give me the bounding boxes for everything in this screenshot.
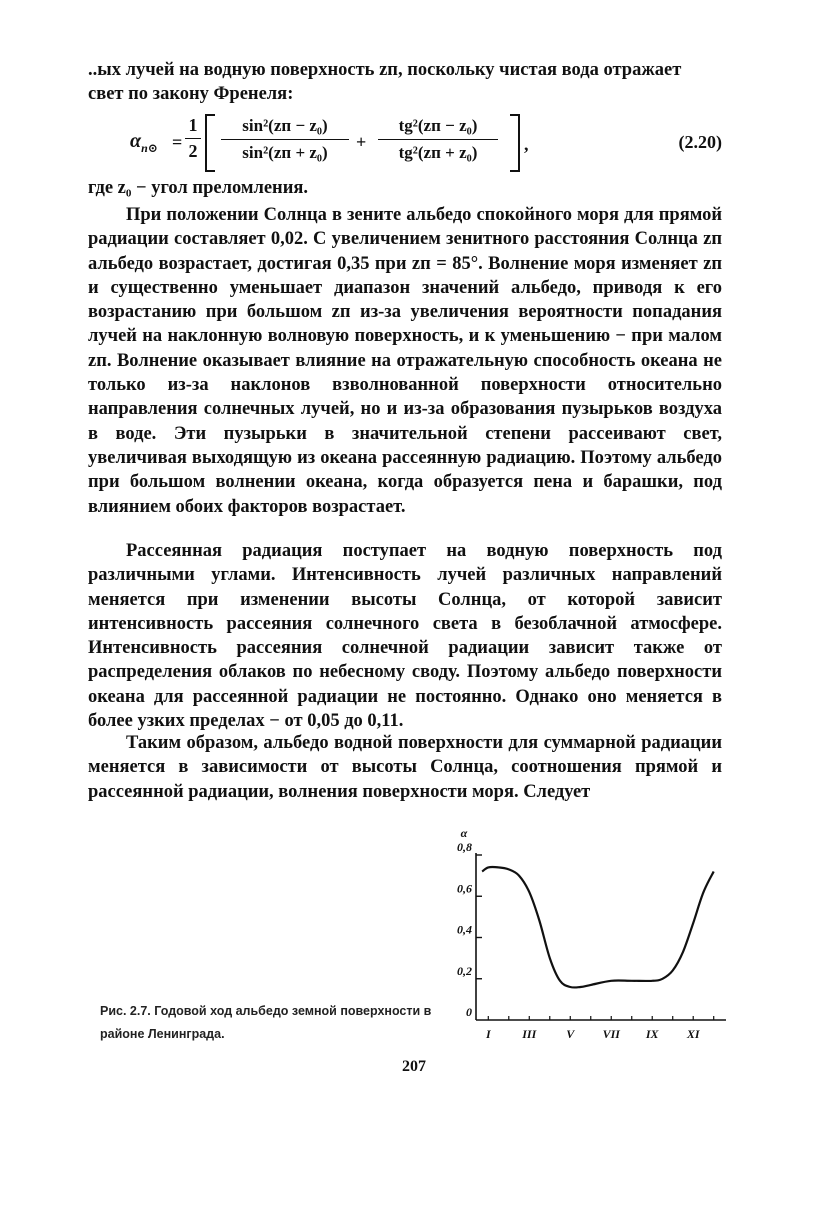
x-tick-label: III — [522, 1027, 537, 1041]
figure-label: Рис. 2.7. — [100, 1004, 151, 1018]
formula-comma: , — [524, 134, 529, 154]
right-bracket — [510, 114, 520, 172]
fraction-sin: sin²(zп − z₀) sin²(zп + z₀) — [221, 116, 349, 163]
formula-half: 1 2 — [185, 115, 201, 162]
equation-number: (2.20) — [678, 132, 722, 152]
albedo-series-line — [482, 867, 714, 988]
albedo-chart — [440, 820, 740, 1050]
fresnel-formula — [88, 112, 722, 174]
x-tick-label: VII — [602, 1027, 620, 1041]
paragraph-2: Рассеянная радиация поступает на водную поверхность под различными углами. Интенсивность лучей различных направлений меняется при изменении высоты Солнца, от которой зависит интенсивность рассеяния солнечного света в безоблачной атмосфере. Интенсивность рассеяния солнечной радиации зависит также от распределения облаков по небесному своду. Поэтому альбедо поверхности океана для рассеянной радиации не постоянно. Однако оно меняется в более узких пределах − от 0,05 до 0,11. — [88, 541, 722, 732]
y-tick-label: 0,2 — [457, 963, 472, 978]
where-line: где z₀ − угол преломления. — [88, 178, 309, 198]
formula-equals: = — [172, 132, 183, 152]
x-tick-label: IX — [645, 1027, 659, 1041]
figure-caption-text: Годовой ход альбедо земной поверхности в районе Ленинграда. — [100, 1004, 432, 1041]
intro-text — [88, 58, 722, 107]
intro-line-2: свет по закону Френеля: — [88, 84, 294, 105]
formula-lhs: $\alpha_{n⊙}$ — [130, 130, 158, 155]
paragraph-3: Таким образом, альбедо водной поверхности для суммарной радиации меняется в зависимости от высоты Солнца, соотношения прямой и рассеянной радиации, волнения поверхности моря. Следует — [88, 733, 722, 802]
figure-caption — [100, 1000, 440, 1046]
x-tick-label: I — [485, 1027, 491, 1041]
y-axis-label: α — [460, 826, 468, 840]
x-tick-label: V — [566, 1027, 575, 1041]
intro-line-1: ..ых лучей на водную поверхность zп, поскольку чистая вода отражает — [88, 60, 682, 80]
paragraph-1: При положении Солнца в зените альбедо спокойного моря для прямой радиации составляет 0,02. С увеличением зенитного расстояния Солнца zп альбедо возрастает, достигая 0,35 при zп = 85°. Волнение моря изменяет zп и существенно уменьшает диапазон значений альбедо, приводя к его возрастанию при большом zп из-за увеличения вероятности попадания лучей на наклонную волновую поверхность, и к уменьшению − при малом zп. Волнение оказывает влияние на отражательную способность океана не только из-за наклонов взволнованной поверхности относительно направления солнечных лучей, но и из-за образования пузырьков воздуха в воде. Эти пузырьки в значительной степени рассеивают свет, увеличивая выходящую из океана рассеянную радиацию. Поэтому альбедо при большом волнении океана, когда образуется пена и барашки, под влиянием обоих факторов возрастает. — [88, 205, 722, 517]
y-tick-label: 0 — [466, 1005, 472, 1019]
albedo-chart-svg — [440, 820, 740, 1050]
left-bracket — [205, 114, 215, 172]
x-tick-label: XI — [686, 1027, 700, 1041]
formula-plus: + — [356, 132, 367, 152]
fraction-tg: tg²(zп − z₀) tg²(zп + z₀) — [378, 116, 498, 163]
y-tick-label: 0,8 — [457, 840, 472, 854]
page-number: 207 — [402, 1058, 426, 1075]
y-tick-label: 0,6 — [457, 881, 472, 896]
y-tick-label: 0,4 — [457, 922, 472, 937]
